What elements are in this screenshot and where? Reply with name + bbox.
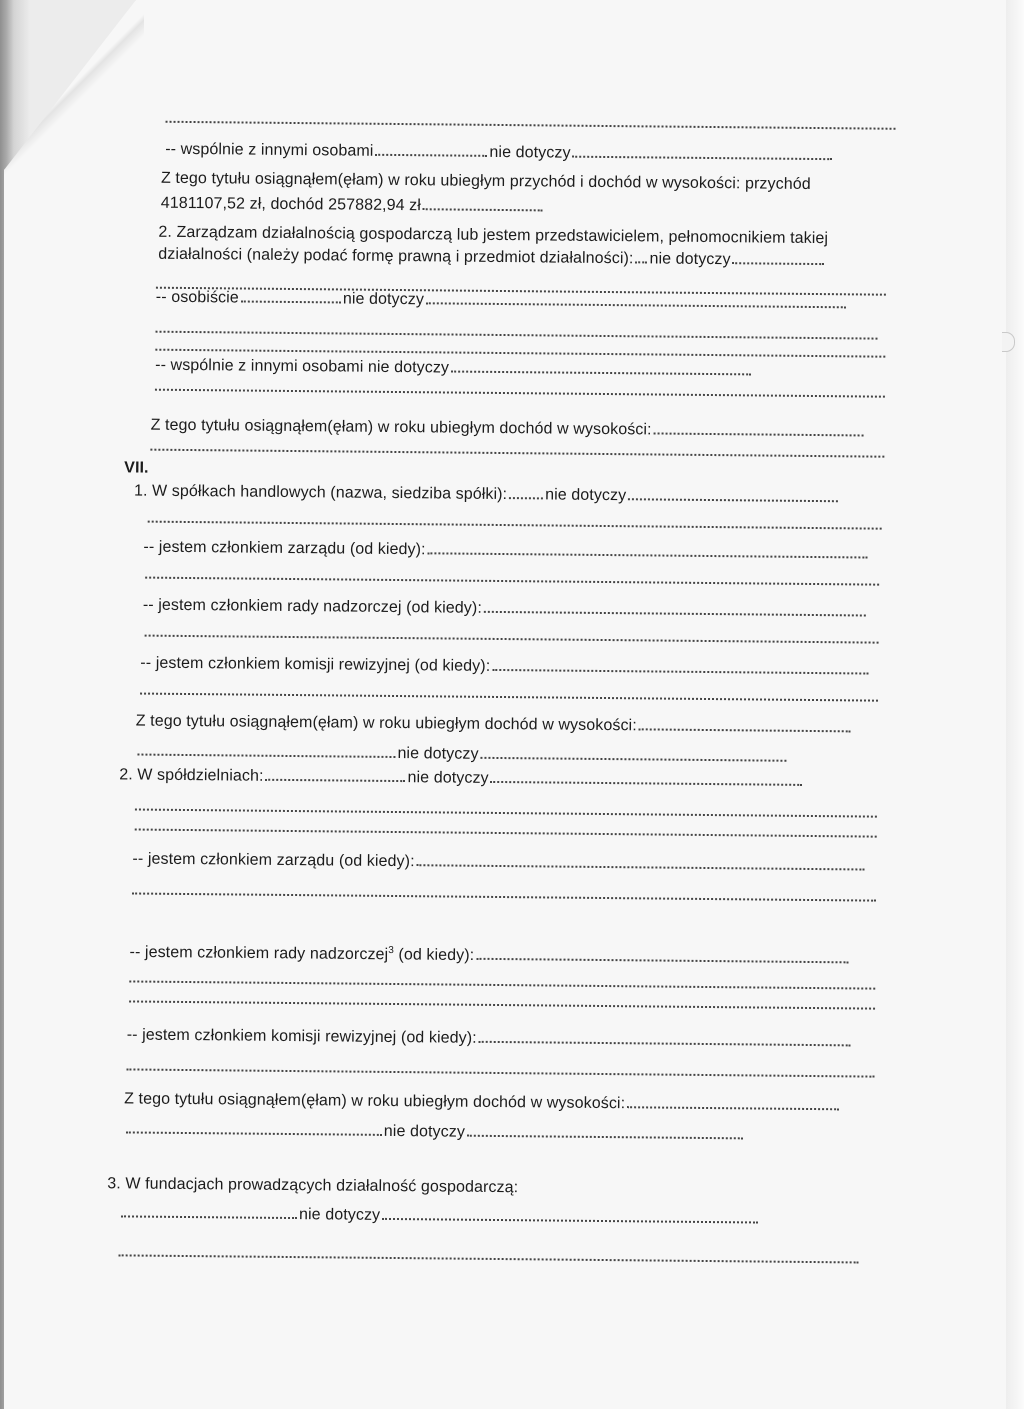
dotted-line <box>132 892 876 901</box>
dotted-line <box>156 331 878 340</box>
dotted-line <box>119 1254 859 1263</box>
dochod2-value-row <box>124 1118 745 1145</box>
dotted-line <box>148 521 882 530</box>
dotted-line <box>150 449 884 458</box>
wspolnie-value: nie dotyczy <box>489 143 571 162</box>
vii-p1-value: nie dotyczy <box>545 486 627 505</box>
dochod1-value: nie dotyczy <box>397 745 479 763</box>
dotted-line <box>135 828 877 837</box>
komisja2-row <box>127 1024 853 1052</box>
dochod1-value-row <box>135 741 788 768</box>
wspolnie2-row <box>155 355 753 382</box>
dotted-line <box>135 809 877 818</box>
komisja1-row <box>140 653 870 681</box>
zarzad2-label: -- jestem członkiem zarządu (od kiedy): <box>132 850 415 871</box>
osobiscie-label: -- osobiście <box>155 288 239 307</box>
vii-p1-label: 1. W spółkach handlowych (nazwa, siedziba spółki): <box>133 482 508 504</box>
dochod-label: Z tego tytułu osiągnąłem(ęłam) w roku ubiegłym dochód w wysokości: <box>150 416 652 439</box>
p2-line1: 2. Zarządzam działalnością gospodarczą lub jestem przedstawicielem, pełnomocnikiem takiej <box>158 223 829 248</box>
wspolnie-row <box>165 139 835 166</box>
wspolnie2-label: -- wspólnie z innymi osobami nie dotyczy <box>155 356 450 377</box>
section-heading: VII. <box>124 459 149 477</box>
osobiscie-row <box>156 287 848 315</box>
kwoty-row <box>161 193 545 218</box>
dochod1-label: Z tego tytułu osiągnąłem(ęłam) w roku ubiegłym dochód w wysokości: <box>135 712 637 735</box>
rada2-label-post: (od kiedy): <box>393 946 475 965</box>
rada1-label: -- jestem członkiem rady nadzorczej (od kiedy): <box>142 596 483 617</box>
vii-p3-value-row <box>119 1202 760 1229</box>
rada1-row <box>143 595 868 623</box>
wspolnie-label: -- wspólnie z innymi osobami <box>165 140 374 160</box>
dochod1-row <box>136 711 853 739</box>
zarzad1-row <box>143 537 869 565</box>
vii-p1-row <box>134 480 840 508</box>
przychod-label: Z tego tytułu osiągnąłem(ęłam) w roku ubiegłym przychód i dochód w wysokości: przychód <box>160 169 811 193</box>
vii-p3-value: nie dotyczy <box>298 1206 381 1224</box>
zarzad1-label: -- jestem członkiem zarządu (od kiedy): <box>143 538 426 559</box>
zarzad2-row <box>132 848 866 876</box>
vii-p2-row <box>119 764 805 792</box>
komisja2-label: -- jestem członkiem komisji rewizyjnej (od kiedy): <box>126 1026 477 1047</box>
footnote-mark: 3 <box>388 944 395 956</box>
dotted-line <box>166 121 896 130</box>
dotted-line <box>155 389 885 398</box>
dotted-line <box>129 980 875 989</box>
dochod2-value: nie dotyczy <box>383 1122 466 1141</box>
dotted-line <box>145 577 879 586</box>
osobiscie-value: nie dotyczy <box>342 290 425 309</box>
dotted-line <box>129 1000 875 1009</box>
dochod2-label: Z tego tytułu osiągnąłem(ęłam) w roku ubiegłym dochód w wysokości: <box>124 1090 626 1113</box>
dotted-line <box>145 635 879 644</box>
dotted-line <box>140 693 878 702</box>
rada2-row <box>129 938 850 969</box>
dochod-row <box>151 415 866 443</box>
p2-line2: działalności (należy podać formę prawną i przedmiot działalności): <box>158 245 634 268</box>
vii-p2-label: 2. W spółdzielniach: <box>119 766 264 785</box>
rada2-label: -- jestem członkiem rady nadzorczej <box>129 943 389 964</box>
komisja1-label: -- jestem członkiem komisji rewizyjnej (od kiedy): <box>140 654 491 675</box>
kwoty-value: 4181107,52 zł, dochód 257882,94 zł <box>160 194 422 215</box>
p2-value: nie dotyczy <box>649 250 731 269</box>
vii-p3-label: 3. W fundacjach prowadzących działalność gospodarczą: <box>107 1175 519 1197</box>
dochod2-row <box>124 1088 841 1116</box>
vii-p2-value: nie dotyczy <box>407 769 489 787</box>
dotted-line <box>126 1068 874 1077</box>
vii-p3-row <box>107 1174 518 1198</box>
